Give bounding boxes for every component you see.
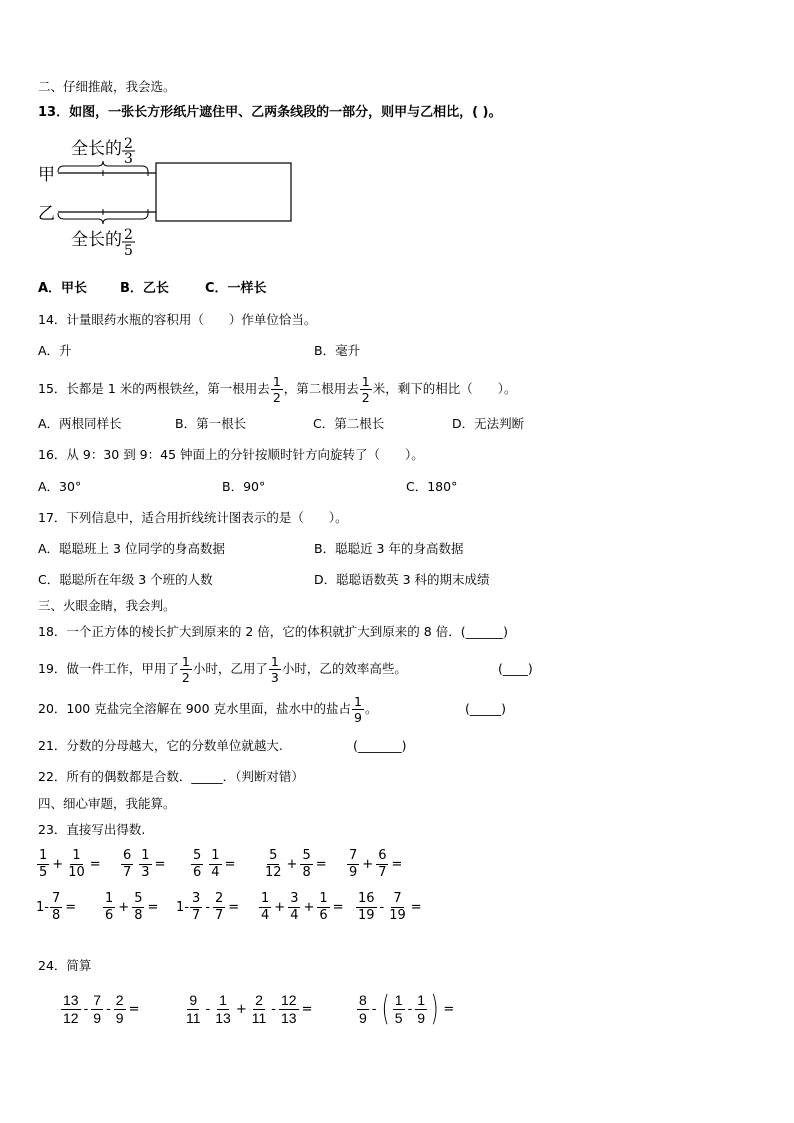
q23-expr-3 bbox=[190, 848, 237, 881]
numerator: 6 bbox=[123, 848, 132, 863]
q13-option-b[interactable]: B．乙长 bbox=[120, 281, 169, 296]
operator: - bbox=[407, 1001, 413, 1017]
numerator: 1 bbox=[211, 848, 220, 863]
numerator: 8 bbox=[359, 991, 367, 1008]
numerator: 2 bbox=[115, 992, 124, 1008]
numerator: 1 bbox=[72, 848, 81, 863]
question-23-title: 23．直接写出得数. bbox=[38, 822, 146, 837]
q17-option-c[interactable]: C．聪聪所在年级 3 个班的人数 bbox=[38, 572, 213, 587]
denominator: 4 bbox=[211, 865, 220, 880]
covering-paper-rect bbox=[156, 163, 291, 221]
q23-expr-8 bbox=[176, 891, 241, 924]
numerator: 1 bbox=[141, 848, 150, 863]
denominator: 7 bbox=[378, 865, 387, 880]
q17-option-a[interactable]: A．聪聪班上 3 位同学的身高数据 bbox=[38, 541, 225, 556]
fraction bbox=[103, 891, 115, 924]
operator: + bbox=[274, 900, 286, 915]
numerator: 2 bbox=[255, 992, 263, 1008]
denominator: 7 bbox=[191, 908, 201, 923]
fraction bbox=[184, 992, 203, 1027]
fraction bbox=[213, 992, 233, 1027]
fraction bbox=[139, 848, 151, 881]
q15-option-c[interactable]: C．第二根长 bbox=[313, 416, 385, 431]
q15-f1-den: 2 bbox=[272, 390, 281, 405]
fraction bbox=[317, 891, 329, 924]
numerator: 2 bbox=[214, 891, 224, 906]
question-21-text: 21．分数的分母越大，它的分数单位就越大. bbox=[38, 738, 283, 753]
denominator: 4 bbox=[261, 908, 270, 923]
fraction bbox=[190, 891, 202, 924]
fraction bbox=[50, 891, 62, 924]
question-16-text: 16．从 9：30 到 9：45 钟面上的分针按顺时针方向旋转了（ ）。 bbox=[38, 447, 424, 462]
operator: - bbox=[106, 1002, 111, 1017]
fraction bbox=[114, 992, 126, 1027]
equals-sign: = bbox=[443, 1001, 455, 1017]
fraction bbox=[263, 848, 284, 881]
fraction bbox=[61, 992, 81, 1027]
question-15-text bbox=[38, 372, 517, 406]
q24-expr-1 bbox=[60, 992, 141, 1027]
operator: - bbox=[271, 1002, 276, 1017]
top-fraction-denominator: 3 bbox=[124, 151, 133, 167]
q20-text-post: 。 bbox=[365, 701, 378, 716]
operator: - bbox=[371, 1001, 377, 1017]
numerator: 5 bbox=[269, 848, 278, 863]
equals-sign: = bbox=[154, 857, 166, 872]
q19-fraction-1 bbox=[180, 654, 192, 685]
equals-sign: = bbox=[128, 1002, 140, 1017]
q15-f2-num: 1 bbox=[361, 374, 370, 389]
q19-fraction-2 bbox=[269, 654, 281, 685]
numerator: 5 bbox=[302, 848, 311, 863]
q15-text-post: 米，剩下的相比（ ）。 bbox=[372, 381, 517, 396]
fraction bbox=[387, 891, 408, 924]
denominator: 3 bbox=[141, 865, 150, 880]
section-4-title: 四、细心审题，我能算。 bbox=[38, 796, 176, 811]
denominator: 19 bbox=[358, 908, 375, 923]
denominator: 4 bbox=[290, 908, 299, 923]
question-22-text: 22．所有的偶数都是合数．_____．（判断对错） bbox=[38, 769, 304, 784]
denominator: 12 bbox=[63, 1010, 79, 1026]
q15-text-pre: 15．长都是 1 米的两根铁丝，第一根用去 bbox=[38, 381, 270, 396]
q17-option-d[interactable]: D．聪聪语数英 3 科的期末成绩 bbox=[314, 572, 490, 587]
fraction bbox=[91, 992, 103, 1027]
q23-expr-7 bbox=[102, 891, 160, 924]
equals-sign: = bbox=[65, 900, 77, 915]
operator: 1- bbox=[36, 900, 49, 915]
q14-option-a[interactable]: A．升 bbox=[38, 343, 72, 358]
denominator: 13 bbox=[215, 1010, 231, 1026]
q23-expr-6 bbox=[36, 891, 78, 924]
numerator: 12 bbox=[280, 992, 297, 1008]
q15-f2-den: 2 bbox=[361, 390, 370, 405]
q15-fraction-2 bbox=[360, 374, 372, 405]
numerator: 6 bbox=[378, 848, 387, 863]
q19-f1-num: 1 bbox=[181, 654, 190, 669]
numerator: 1 bbox=[394, 991, 403, 1008]
denominator: 6 bbox=[193, 865, 202, 880]
q16-option-a[interactable]: A．30° bbox=[38, 479, 82, 494]
fraction bbox=[66, 848, 87, 881]
q19-f2-num: 1 bbox=[270, 654, 279, 669]
q21-answer-blank[interactable]: (_______) bbox=[353, 738, 407, 753]
question-17-text: 17．下列信息中，适合用折线统计图表示的是（ ）。 bbox=[38, 510, 348, 525]
denominator: 6 bbox=[105, 908, 114, 923]
bottom-label: 全长的 bbox=[71, 230, 122, 250]
numerator: 9 bbox=[189, 992, 198, 1008]
operator: 1- bbox=[176, 900, 189, 915]
equals-sign: = bbox=[332, 900, 344, 915]
equals-sign: = bbox=[315, 857, 327, 872]
numerator: 13 bbox=[63, 992, 79, 1008]
equals-sign: = bbox=[228, 900, 240, 915]
question-24-title: 24．简算 bbox=[38, 958, 92, 973]
fraction bbox=[132, 891, 144, 924]
q23-expr-4 bbox=[262, 848, 329, 881]
fraction bbox=[259, 891, 271, 924]
q15-fraction-1 bbox=[271, 374, 283, 405]
q20-fraction bbox=[352, 694, 364, 725]
fraction bbox=[415, 992, 427, 1027]
q20-answer-blank[interactable]: (_____) bbox=[465, 701, 507, 716]
operator: - bbox=[379, 900, 385, 915]
numerator: 7 bbox=[349, 848, 358, 863]
denominator: 10 bbox=[68, 865, 85, 880]
q23-expr-1 bbox=[36, 848, 103, 881]
question-13-figure bbox=[36, 134, 306, 260]
q14-option-b[interactable]: B．毫升 bbox=[314, 343, 361, 358]
numerator: 7 bbox=[51, 891, 61, 906]
denominator: 5 bbox=[394, 1009, 403, 1026]
q19-text-post: 小时，乙的效率高些。 bbox=[281, 661, 407, 676]
q24-expr-3 bbox=[356, 989, 456, 1029]
fraction bbox=[191, 848, 203, 881]
numerator: 7 bbox=[93, 992, 102, 1008]
q19-text-pre: 19．做一件工作，甲用了 bbox=[38, 661, 179, 676]
operator: - bbox=[205, 900, 210, 915]
q15-option-a[interactable]: A．两根同样长 bbox=[38, 416, 122, 431]
q20-f1-den: 9 bbox=[354, 710, 362, 725]
numerator: 7 bbox=[393, 891, 402, 906]
line-a-label: 甲 bbox=[38, 165, 55, 185]
fraction bbox=[37, 848, 49, 881]
bottom-fraction-denominator: 5 bbox=[124, 243, 133, 259]
equals-sign: = bbox=[89, 857, 101, 872]
q19-answer-blank[interactable]: (____) bbox=[498, 661, 533, 676]
denominator: 12 bbox=[265, 865, 282, 880]
equals-sign: = bbox=[224, 857, 236, 872]
numerator: 3 bbox=[191, 891, 201, 906]
denominator: 5 bbox=[39, 865, 48, 880]
numerator: 1 bbox=[39, 848, 48, 863]
q23-expr-9 bbox=[258, 891, 346, 924]
q19-f1-den: 2 bbox=[181, 670, 190, 685]
numerator: 1 bbox=[261, 891, 270, 906]
denominator: 9 bbox=[115, 1010, 124, 1026]
operator: - bbox=[83, 1002, 89, 1017]
q13-option-a[interactable]: A．甲长 bbox=[38, 281, 88, 296]
numerator: 1 bbox=[319, 891, 328, 906]
denominator: 8 bbox=[134, 908, 143, 923]
fraction bbox=[250, 992, 269, 1027]
fraction bbox=[288, 891, 300, 924]
left-parenthesis: ( bbox=[381, 989, 390, 1029]
denominator: 8 bbox=[51, 908, 61, 923]
section-3-title: 三、火眼金睛，我会判。 bbox=[38, 598, 176, 613]
denominator: 11 bbox=[186, 1010, 201, 1026]
denominator: 9 bbox=[417, 1009, 426, 1026]
denominator: 7 bbox=[123, 865, 132, 880]
numerator: 5 bbox=[193, 848, 202, 863]
operator: + bbox=[362, 857, 374, 872]
q15-text-mid: ，第二根用去 bbox=[283, 381, 359, 396]
q16-option-c[interactable]: C．180° bbox=[406, 479, 458, 494]
fraction bbox=[279, 992, 299, 1027]
section-2-title: 二、仔细推敲，我会选。 bbox=[38, 79, 176, 94]
top-label: 全长的 bbox=[71, 139, 122, 159]
fraction bbox=[121, 848, 133, 881]
operator: + bbox=[235, 1002, 247, 1017]
equals-sign: = bbox=[410, 900, 422, 915]
question-14-text: 14．计量眼药水瓶的容积用（ ）作单位恰当。 bbox=[38, 312, 317, 327]
q20-f1-num: 1 bbox=[354, 694, 362, 709]
q15-f1-num: 1 bbox=[272, 374, 281, 389]
q23-expr-5 bbox=[346, 848, 404, 881]
q16-option-b[interactable]: B．90° bbox=[222, 479, 266, 494]
operator: + bbox=[52, 857, 64, 872]
q15-option-b[interactable]: B．第一根长 bbox=[175, 416, 247, 431]
denominator: 11 bbox=[251, 1010, 267, 1026]
right-parenthesis: ) bbox=[430, 989, 439, 1029]
numerator: 5 bbox=[134, 891, 143, 906]
denominator: 9 bbox=[359, 1009, 367, 1026]
equals-sign: = bbox=[301, 1002, 313, 1017]
fraction bbox=[356, 891, 377, 924]
q20-text-pre: 20．100 克盐完全溶解在 900 克水里面，盐水中的盐占 bbox=[38, 701, 352, 716]
q24-expr-2 bbox=[183, 992, 314, 1027]
q23-expr-2 bbox=[120, 848, 167, 881]
question-18-text: 18．一个正方体的棱长扩大到原来的 2 倍，它的体积就扩大到原来的 8 倍．(______) bbox=[38, 624, 508, 639]
bottom-fraction-numerator: 2 bbox=[124, 227, 133, 243]
denominator: 6 bbox=[319, 908, 328, 923]
operator: + bbox=[118, 900, 130, 915]
fraction bbox=[376, 848, 388, 881]
numerator: 3 bbox=[290, 891, 299, 906]
denominator: 9 bbox=[93, 1010, 102, 1026]
q13-option-c[interactable]: C．一样长 bbox=[205, 281, 267, 296]
fraction bbox=[393, 992, 405, 1027]
operator: - bbox=[205, 1002, 211, 1017]
question-20-text bbox=[38, 692, 378, 726]
question-13-text: 13．如图，一张长方形纸片遮住甲、乙两条线段的一部分，则甲与乙相比，( )。 bbox=[38, 105, 502, 120]
fraction bbox=[300, 848, 312, 881]
denominator: 8 bbox=[302, 865, 311, 880]
q19-f2-den: 3 bbox=[270, 670, 279, 685]
q15-option-d[interactable]: D．无法判断 bbox=[452, 416, 525, 431]
numerator: 1 bbox=[105, 891, 114, 906]
numerator: 1 bbox=[219, 992, 227, 1008]
top-fraction-numerator: 2 bbox=[124, 136, 133, 152]
q17-option-b[interactable]: B．聪聪近 3 年的身高数据 bbox=[314, 541, 464, 556]
equals-sign: = bbox=[391, 857, 403, 872]
denominator: 7 bbox=[214, 908, 224, 923]
operator: + bbox=[286, 857, 298, 872]
denominator: 9 bbox=[349, 865, 358, 880]
fraction bbox=[347, 848, 359, 881]
numerator: 1 bbox=[417, 991, 426, 1008]
fraction bbox=[213, 891, 225, 924]
q23-expr-10 bbox=[355, 891, 424, 924]
fraction bbox=[357, 992, 369, 1027]
numerator: 16 bbox=[358, 891, 375, 906]
equals-sign: = bbox=[147, 900, 159, 915]
fraction bbox=[209, 848, 221, 881]
denominator: 13 bbox=[280, 1010, 297, 1026]
line-b-label: 乙 bbox=[38, 204, 55, 224]
question-19-text bbox=[38, 652, 407, 686]
denominator: 19 bbox=[389, 908, 406, 923]
operator: + bbox=[303, 900, 315, 915]
q19-text-mid: 小时，乙用了 bbox=[192, 661, 268, 676]
